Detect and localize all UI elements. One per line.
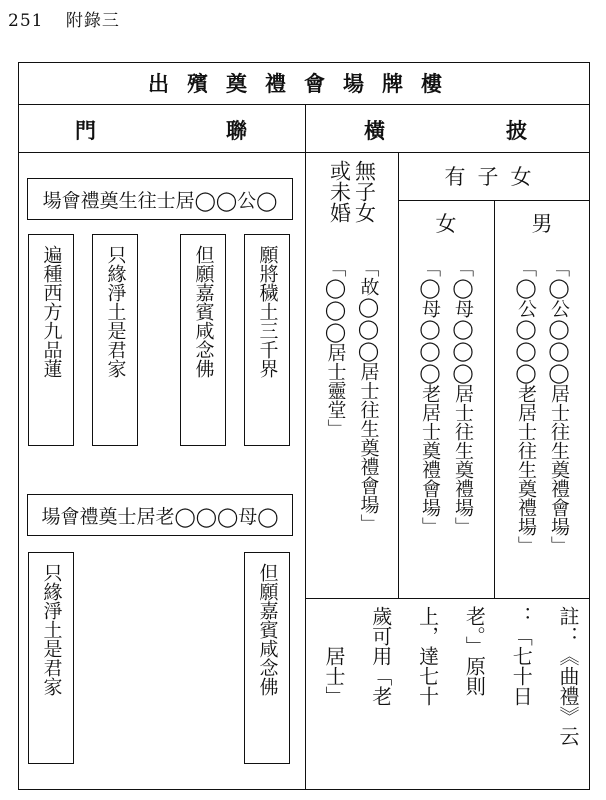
male-couplet-column [244,234,290,446]
note-line: 老。」原則 [462,606,487,696]
note-line: 居士」 [322,646,346,706]
note-line: 歲可用「老 [368,606,393,706]
male-couplet-column [28,234,74,446]
couplet-text: 但願嘉賓咸念佛 [256,563,279,696]
male-couplet-column [92,234,138,446]
page-header [8,6,120,31]
banner-text: 「◯母◯◯◯居士往生奠禮場」 [452,258,474,536]
male-hall-banner: 場會禮奠生往士居◯◯公◯ [27,178,293,220]
couplet-label-right: 聯 [226,118,247,143]
note-line: 註：《曲禮》云 [555,606,580,746]
banner-text: 「◯母◯◯◯老居士奠禮會場」 [419,258,441,536]
banner-label-right: 披 [506,118,527,143]
female-couplet-column [28,552,74,764]
banner-text: 「◯◯◯居士靈堂」 [324,258,347,438]
female-header: 女 [435,212,457,236]
note-line: 上，達七十 [415,606,440,706]
couplet-text: 只緣淨土是君家 [40,563,63,696]
unmarried-label: 或未婚 [327,160,352,223]
banner-label-left: 橫 [364,118,385,143]
banner-text: 「故◯◯◯居士往生奠禮會場」 [357,258,380,533]
male-couplet-column [180,234,226,446]
couplet-label-left: 門 [75,118,96,143]
no-children-label: 無子女 [352,160,377,223]
banner-text: 「◯公◯◯◯居士往生奠禮會場」 [548,258,570,555]
couplet-text: 願將穢土三千界 [256,245,279,378]
female-texts [398,258,494,588]
section-name: 附錄三 [65,11,120,31]
page-number: 251 [8,11,44,31]
couplet-text: 但願嘉賓咸念佛 [192,245,215,378]
note-line: ：「七十日 [509,606,534,706]
divider [18,104,590,105]
female-couplet-column [244,552,290,764]
has-children-header: 有子女 [444,165,544,189]
no-children-texts [305,258,398,588]
divider [305,598,590,599]
couplet-text: 遍種西方九品蓮 [40,245,63,378]
female-hall-banner: 場會禮奠士居老◯◯◯母◯ [27,494,293,536]
male-texts [494,258,590,588]
banner-text: 「◯公◯◯◯老居士往生奠禮場」 [515,258,537,555]
note [320,606,582,784]
no-children-header [305,152,398,244]
couplet-text: 只緣淨土是君家 [104,245,127,378]
page-title: 出殯奠禮會場牌樓 [148,71,460,96]
male-header: 男 [531,212,553,236]
